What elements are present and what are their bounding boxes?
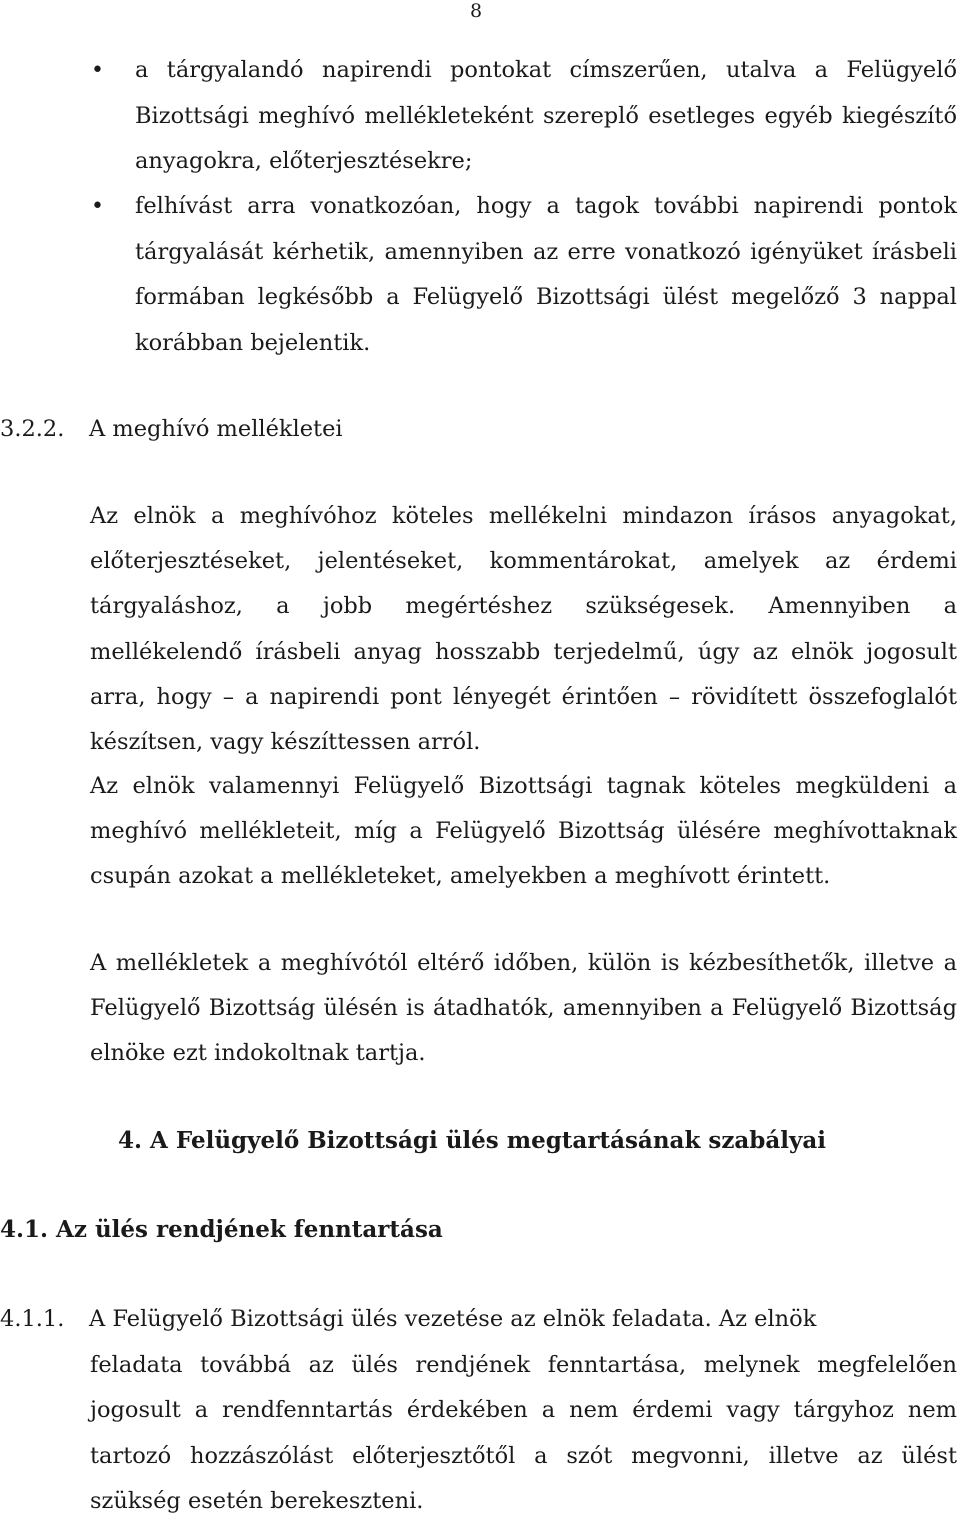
section-number: 3.2.2. bbox=[0, 416, 65, 442]
section-number: 4.1.1. bbox=[0, 1306, 65, 1332]
section-4-1-1-first-line bbox=[0, 1297, 957, 1343]
section-heading-4: 4. A Felügyelő Bizottsági ülés megtartásának szabályai bbox=[118, 1127, 827, 1154]
page-number: 8 bbox=[470, 0, 483, 22]
section-text-continued: feladata továbbá az ülés rendjének fenntartása, melynek megfelelően jogosult a rendfenntartás érdekében a nem érdemi vagy tárgyhoz nem tartozó hozzászólást előterjesztőtől a szót megvonni, illetve az ülést szükség esetén berekeszteni. bbox=[90, 1351, 957, 1514]
bullet-item: a tárgyalandó napirendi pontokat címszerűen, utalva a Felügyelő Bizottsági meghívó mellékleteként szereplő esetleges egyéb kiegészítő anyagokra, előterjesztésekre; bbox=[135, 57, 957, 174]
section-4-1-1 bbox=[0, 1297, 957, 1525]
paragraph: Az elnök a meghívóhoz köteles mellékelni mindazon írásos anyagokat, előterjesztéseket, jelentéseket, kommentárokat, amelyek az érdemi tárgyaláshoz, a jobb megértéshez szükségesek. Amennyiben a mellékelendő írásbeli anyag hosszabb terjedelmű, úgy az elnök jogosult arra, hogy – a napirendi pont lényegét érintően – rövidített összefoglalót készítsen, vagy készíttessen arról. bbox=[90, 503, 957, 756]
bullet-marker: • bbox=[91, 194, 104, 219]
bullet-item: felhívást arra vonatkozóan, hogy a tagok további napirendi pontok tárgyalását kérhetik, amennyiben az erre vonatkozó igényüket írásbeli formában legkésőbb a Felügyelő Bizottsági ülést megelőző 3 nappal korábban bejelentik. bbox=[135, 193, 957, 356]
section-heading-3-2-2 bbox=[0, 416, 343, 442]
bullet-marker: • bbox=[91, 58, 104, 83]
section-text: A Felügyelő Bizottsági ülés vezetése az elnök feladata. Az elnök bbox=[89, 1306, 817, 1332]
section-heading-4-1: 4.1. Az ülés rendjének fenntartása bbox=[0, 1216, 443, 1243]
paragraph: A mellékletek a meghívótól eltérő időben, külön is kézbesíthetők, illetve a Felügyelő Bizottság ülésén is átadhatók, amennyiben a Felügyelő Bizottság elnöke ezt indokoltnak tartja. bbox=[90, 950, 957, 1067]
section-title: A meghívó mellékletei bbox=[89, 416, 343, 442]
paragraph: Az elnök valamennyi Felügyelő Bizottsági tagnak köteles megküldeni a meghívó mellékleteit, míg a Felügyelő Bizottság ülésére meghívottaknak csupán azokat a mellékleteket, amelyekben a meghívott érintett. bbox=[90, 773, 957, 890]
